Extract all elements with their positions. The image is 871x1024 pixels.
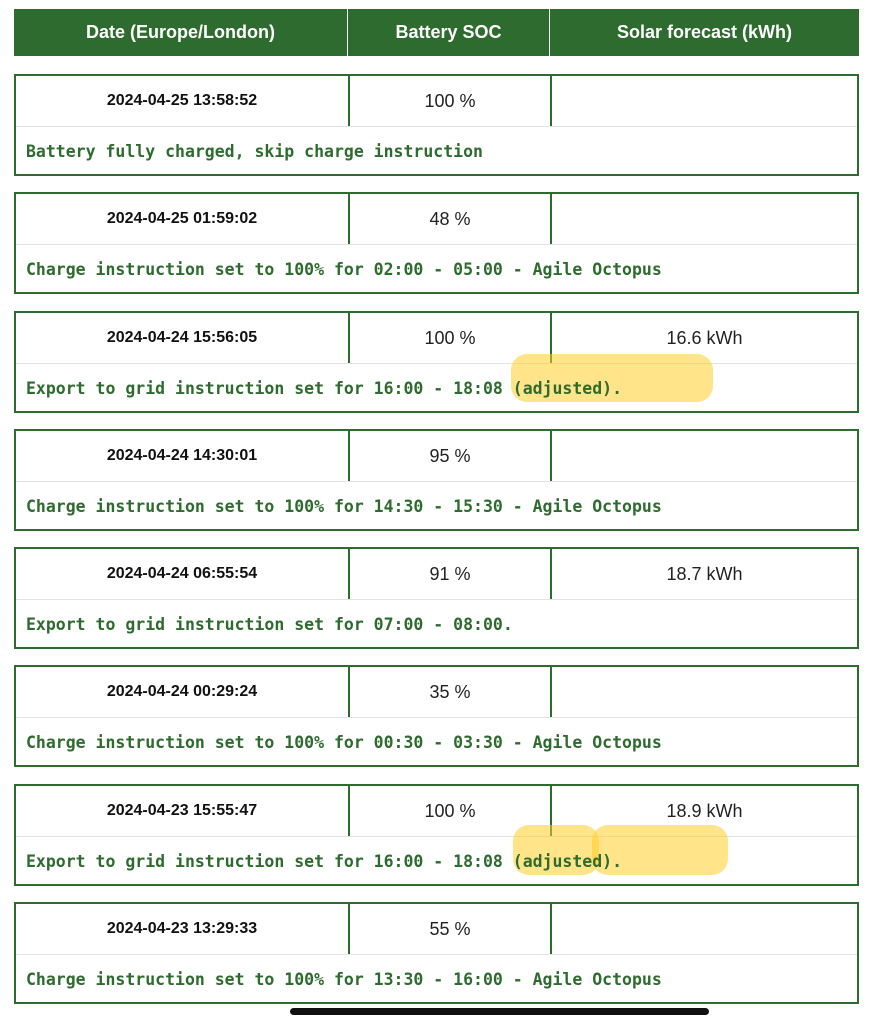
entry-date: 2024-04-24 15:56:05 bbox=[16, 313, 350, 363]
entry-battery-soc: 35 % bbox=[350, 667, 552, 717]
entry-date: 2024-04-23 15:55:47 bbox=[16, 786, 350, 836]
entry-solar-forecast: 18.9 kWh bbox=[666, 800, 743, 821]
entry-date: 2024-04-24 00:29:24 bbox=[16, 667, 350, 717]
log-entry bbox=[14, 784, 859, 886]
log-entry bbox=[14, 547, 859, 649]
header-solar-forecast: Solar forecast (kWh) bbox=[616, 22, 793, 42]
log-entry bbox=[14, 192, 859, 294]
entry-date: 2024-04-23 13:29:33 bbox=[16, 904, 350, 954]
log-entry bbox=[14, 74, 859, 176]
entry-message: Charge instruction set to 100% for 00:30 - 03:30 - Agile Octopus bbox=[26, 732, 662, 752]
entry-message: Charge instruction set to 100% for 14:30 - 15:30 - Agile Octopus bbox=[26, 496, 662, 516]
home-indicator[interactable] bbox=[290, 1008, 709, 1015]
entry-solar-forecast: 16.6 kWh bbox=[666, 327, 743, 348]
entry-date: 2024-04-25 01:59:02 bbox=[16, 194, 350, 244]
entry-message: Export to grid instruction set for 07:00 - 08:00. bbox=[26, 614, 513, 634]
log-entry bbox=[14, 311, 859, 413]
entry-date: 2024-04-24 06:55:54 bbox=[16, 549, 350, 599]
entry-battery-soc: 95 % bbox=[350, 431, 552, 481]
log-entry bbox=[14, 429, 859, 531]
entry-solar-forecast bbox=[552, 194, 857, 244]
log-entry bbox=[14, 902, 859, 1004]
entry-date: 2024-04-24 14:30:01 bbox=[16, 431, 350, 481]
entry-message: Export to grid instruction set for 16:00 - 18:08 (adjusted). bbox=[26, 378, 623, 398]
entry-message: Export to grid instruction set for 16:00 - 18:08 (adjusted). bbox=[26, 851, 623, 871]
entry-message: Charge instruction set to 100% for 02:00 - 05:00 - Agile Octopus bbox=[26, 259, 662, 279]
entry-solar-forecast bbox=[552, 904, 857, 954]
header-date: Date (Europe/London) bbox=[14, 9, 348, 56]
entry-battery-soc: 55 % bbox=[350, 904, 552, 954]
entry-battery-soc: 91 % bbox=[350, 549, 552, 599]
entry-solar-forecast bbox=[552, 76, 857, 126]
entry-solar-forecast bbox=[552, 431, 857, 481]
entry-battery-soc: 48 % bbox=[350, 194, 552, 244]
entry-message: Battery fully charged, skip charge instruction bbox=[26, 141, 483, 161]
entry-date: 2024-04-25 13:58:52 bbox=[16, 76, 350, 126]
entry-battery-soc: 100 % bbox=[350, 313, 552, 363]
header-battery-soc: Battery SOC bbox=[348, 9, 550, 56]
log-entry bbox=[14, 665, 859, 767]
entry-battery-soc: 100 % bbox=[350, 76, 552, 126]
entry-message: Charge instruction set to 100% for 13:30 - 16:00 - Agile Octopus bbox=[26, 969, 662, 989]
entry-battery-soc: 100 % bbox=[350, 786, 552, 836]
entry-solar-forecast bbox=[552, 667, 857, 717]
table-header bbox=[14, 9, 859, 56]
entry-solar-forecast: 18.7 kWh bbox=[666, 563, 743, 584]
